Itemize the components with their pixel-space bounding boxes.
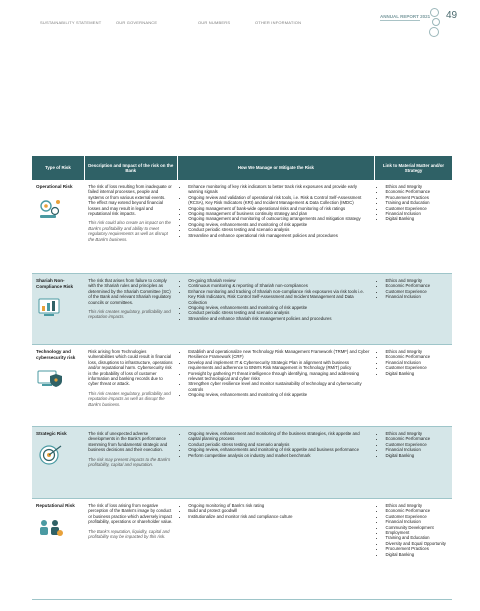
table-row — [32, 499, 452, 600]
risk-link-cell — [374, 499, 452, 600]
list-item: • Procurement Practices — [385, 546, 448, 551]
link-list — [378, 431, 448, 458]
link-list — [378, 184, 448, 222]
list-item: • Training and Education — [385, 535, 448, 540]
mitigation-list — [181, 278, 370, 321]
list-item: • Digital Banking — [385, 216, 448, 221]
risk-mitigation-cell — [177, 499, 374, 600]
list-item: • Ongoing review and validation of operational risk tools, i.e. Risk & Control Self-Assessment (RCSA), Key Risk Indicators (KRI) and Incident Management & Data Collection (IMDC) — [188, 195, 370, 206]
table-header-row — [32, 156, 452, 180]
list-item: • Ongoing management of bank-wide operational risks and monitoring of risk ratings — [188, 206, 370, 211]
nav-sustainability[interactable]: SUSTAINABILITY STATEMENT — [40, 20, 102, 25]
header-description: Description and Impact of the risk on the Bank — [84, 156, 177, 180]
nav-other-information[interactable]: OTHER INFORMATION — [255, 20, 302, 25]
risk-type-cell — [32, 180, 84, 274]
risk-impact: This risk could also create an impact on the Bank's profitability and ability to meet regulatory requirements as well as disrupt the Bank's business. — [88, 220, 171, 242]
cyber-shield-icon — [36, 366, 64, 390]
list-item: • Ethics and Integrity — [385, 184, 448, 189]
risk-description-cell — [84, 180, 177, 274]
gears-people-icon — [36, 196, 64, 220]
list-item: • Ongoing monitoring of Bank's risk rating — [188, 503, 370, 508]
risk-description: The risk of loss resulting from inadequate or failed internal processes, people and systems or from various external events. The effect may extend beyond financial losses and may result in legal and reputational risk impacts. — [88, 184, 172, 217]
list-item: • Financial Inclusion — [385, 360, 448, 365]
list-item: • Ongoing management of business continuity strategy and plan — [188, 211, 370, 216]
link-list — [378, 278, 448, 300]
list-item: • Perform competitive analysis on industry and market benchmark — [188, 453, 370, 458]
header-type: Type of Risk — [32, 156, 84, 180]
risk-description: Risk arising from Technologies vulnerabilities which could result in financial loss, disruptions to infrastructure, operations and/or reputational harm. Cybersecurity risk is the probability of loss of customer information and banking records due to cyber threat or attack. — [88, 349, 173, 387]
list-item: • Procurement Practices — [385, 195, 448, 200]
risk-link-cell — [374, 427, 452, 499]
list-item: • Ethics and Integrity — [385, 431, 448, 436]
risk-description: The risk of loss arising from negative perception of the Banks's image by conduct or business practice which adversely impact profitability, operations or shareholder value. — [88, 503, 173, 525]
risk-impact: This risk creates regulatory, profitability and reputation impacts. — [88, 309, 171, 320]
list-item: • Continuous monitoring & reporting of Shariah non-compliances — [188, 283, 370, 288]
risk-name: Strategic Risk — [36, 431, 67, 436]
table-row — [32, 180, 452, 274]
list-item: • Institutionalize and monitor risk and compliance culture — [188, 514, 370, 519]
list-item: • Training and Education — [385, 200, 448, 205]
list-item: • Establish and operationalize new Technology Risk Management Framework (TRMF) and Cyber Resilience Framework (CRF) — [188, 349, 370, 360]
report-label: ANNUAL REPORT 2021 — [380, 14, 431, 19]
list-item: • Customer Experience — [385, 206, 448, 211]
list-item: • Streamline and enhance operational risk management policies and procedures — [188, 233, 370, 238]
list-item: • Ongoing review, enhancements and monitoring of risk appetite — [188, 222, 370, 227]
risk-mitigation-cell — [177, 345, 374, 427]
table-row — [32, 345, 452, 427]
list-item: • Economic Performance — [385, 189, 448, 194]
list-item: • Economic Performance — [385, 436, 448, 441]
list-item: • Ethics and Integrity — [385, 349, 448, 354]
list-item: • Ongoing management and monitoring of outsourcing arrangements and mitigation strategy — [188, 216, 370, 221]
report-underline — [380, 20, 420, 21]
risk-description-cell — [84, 274, 177, 345]
list-item: • Customer Experience — [385, 365, 448, 370]
risk-type-cell — [32, 499, 84, 600]
risk-link-cell — [374, 274, 452, 345]
nav-governance[interactable]: OUR GOVERNANCE — [116, 20, 158, 25]
risk-type-cell — [32, 427, 84, 499]
list-item: • Financial Inclusion — [385, 447, 448, 452]
list-item: • Foresight by gathering FI threat intelligence through identifying, managing and addressing relevant technological and cyber risks — [188, 371, 370, 382]
mitigation-list — [181, 184, 370, 238]
strategy-target-icon — [36, 443, 64, 467]
list-item: • Ethics and Integrity — [385, 503, 448, 508]
risk-link-cell — [374, 345, 452, 427]
shariah-chart-icon — [36, 295, 64, 319]
nav-numbers[interactable]: OUR NUMBERS — [198, 20, 231, 25]
list-item: • Economic Performance — [385, 283, 448, 288]
risk-link-cell — [374, 180, 452, 274]
header-mitigate: How We Manage or Mitigate the Risk — [177, 156, 374, 180]
mitigation-list — [181, 503, 370, 519]
table-row — [32, 274, 452, 345]
list-item: • Customer Experience — [385, 514, 448, 519]
list-item: • Build and protect goodwill — [188, 508, 370, 513]
list-item: • Financial Inclusion — [385, 519, 448, 524]
risk-name: Technology and cybersecurity risk — [36, 349, 76, 360]
decorative-circles-icon — [428, 8, 442, 42]
list-item: • Customer Experience — [385, 442, 448, 447]
list-item: • Employment — [385, 530, 448, 535]
list-item: • Economic Performance — [385, 354, 448, 359]
risk-description-cell — [84, 427, 177, 499]
list-item: • Enhance monitoring of key risk indicators to better track risk exposures and provide early warning signals — [188, 184, 370, 195]
risk-description: The risk of unexpected adverse developments in the Bank's performance stemming from fundamental strategic and business decisions and their execution. — [88, 431, 168, 453]
list-item: • Diversity and Equal Opportunity — [385, 541, 448, 546]
list-item: • Financial Inclusion — [385, 211, 448, 216]
list-item: • Ethics and Integrity — [385, 278, 448, 283]
risk-type-cell — [32, 274, 84, 345]
list-item: • Streamline and enhance Shariah risk management policies and procedures — [188, 316, 370, 321]
risk-impact: This risk creates regulatory, profitability and reputation impacts as well as disrupt the Bank's business. — [88, 390, 171, 407]
list-item: • Ongoing review, enhancements and monitoring of risk appetite — [188, 305, 370, 310]
table-row — [32, 427, 452, 499]
list-item: • Digital Banking — [385, 552, 448, 557]
list-item: • Conduct periodic stress testing and scenario analysis — [188, 227, 370, 232]
risk-mitigation-cell — [177, 180, 374, 274]
risk-impact: The risk may present impacts to the Bank's profitability, capital and reputation. — [88, 456, 171, 468]
risk-table — [32, 156, 452, 600]
link-list — [378, 503, 448, 557]
list-item: • Digital Banking — [385, 453, 448, 458]
list-item: • Customer Experience — [385, 289, 448, 294]
risk-description-cell — [84, 499, 177, 600]
list-item: • Community Development — [385, 525, 448, 530]
reputation-people-icon — [36, 515, 64, 539]
list-item: • Financial Inclusion — [385, 294, 448, 299]
top-navigation — [40, 20, 335, 25]
list-item: • Digital Banking — [385, 371, 448, 376]
list-item: • Economic Performance — [385, 508, 448, 513]
risk-description-cell — [84, 345, 177, 427]
list-item: • On-going Shariah review — [188, 278, 370, 283]
risk-description: The risk that arises from failure to comply with the Shariah rules and principles as determined by the Shariah Committee (SC) of the Bank and relevant Shariah regulatory councils or committees. — [88, 278, 172, 305]
list-item: • Conduct periodic stress testing and scenario analysis — [188, 310, 370, 315]
list-item: • Ongoing review, enhancements and monitoring of risk appetite — [188, 392, 370, 397]
risk-type-cell — [32, 345, 84, 427]
risk-name: Operational Risk — [36, 184, 73, 189]
list-item: • Conduct periodic stress testing and scenario analysis — [188, 442, 370, 447]
risk-name: Shariah Non-Compliance Risk — [36, 278, 74, 289]
mitigation-list — [181, 431, 370, 458]
list-item: • Enhance monitoring and tracking of Shariah non-compliance risk exposures via risk tools i.e. Key Risk Indicators, Risk Control Self-Assessment and Incident Management and Data Collection — [188, 289, 370, 305]
mitigation-list — [181, 349, 370, 398]
risk-mitigation-cell — [177, 274, 374, 345]
list-item: • Develop and implement IT & Cybersecurity Strategic Plan in alignment with business requirements and adherence to BNM's Risk Management in Technology (RMiT) policy — [188, 360, 370, 371]
risk-name: Reputational Risk — [36, 503, 75, 508]
page-number: 49 — [446, 10, 458, 21]
header-link: Link to Material Matter and/or Strategy — [374, 156, 452, 180]
link-list — [378, 349, 448, 376]
risk-impact: The Bank's reputation, liquidity, capital and profitability may be impacted by this risk. — [88, 528, 170, 540]
list-item: • Ongoing review, enhancements and monitoring of risk appetite and business performance — [188, 447, 370, 452]
risk-mitigation-cell — [177, 427, 374, 499]
list-item: • Strengthen cyber resilience level and monitor sustainability of technology and cybersecurity controls — [188, 381, 370, 392]
list-item: • Ongoing review, enhancement and monitoring of the business strategies, risk appetite and capital planning process — [188, 431, 370, 442]
